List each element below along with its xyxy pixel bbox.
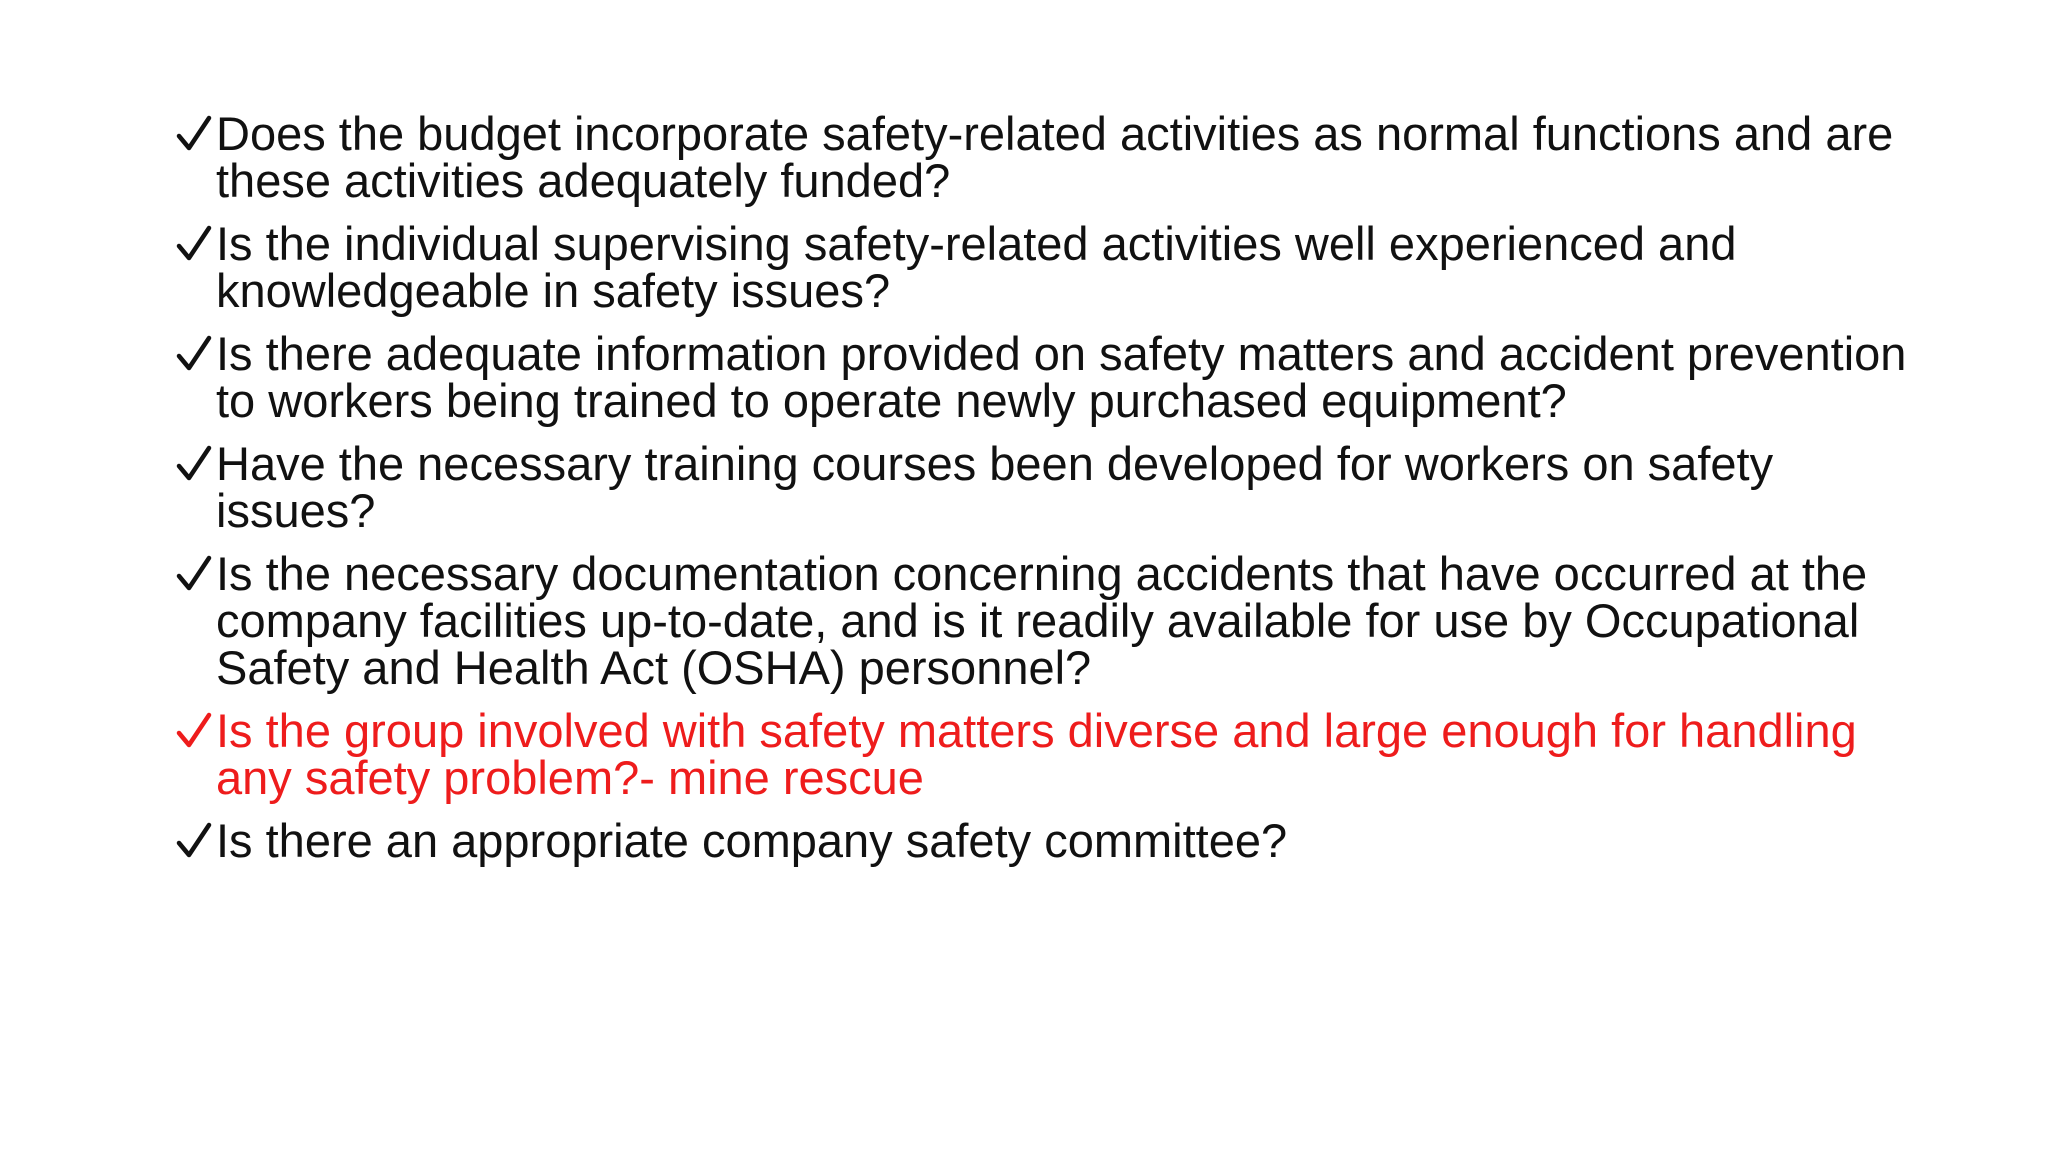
bullet-item [176, 107, 1916, 207]
check-icon [176, 334, 212, 374]
bullet-item-highlighted [176, 704, 1916, 804]
check-icon [176, 711, 212, 751]
bullet-list [176, 107, 1916, 880]
bullet-text: Is the group involved with safety matters diverse and large enough for handling any safety problem?- mine rescue [216, 704, 1857, 804]
check-icon [176, 554, 212, 594]
bullet-text: Is there adequate information provided on safety matters and accident prevention to workers being trained to operate newly purchased equipment? [216, 327, 1907, 427]
check-icon [176, 821, 212, 861]
bullet-text: Have the necessary training courses been developed for workers on safety issues? [216, 437, 1774, 537]
bullet-item [176, 814, 1916, 867]
bullet-item [176, 547, 1916, 694]
check-icon [176, 444, 212, 484]
bullet-text: Does the budget incorporate safety-related activities as normal functions and are these activities adequately funded? [216, 107, 1894, 207]
bullet-item [176, 327, 1916, 427]
bullet-item [176, 217, 1916, 317]
bullet-item [176, 437, 1916, 537]
bullet-text: Is the necessary documentation concerning accidents that have occurred at the company facilities up-to-date, and is it readily available for use by Occupational Safety and Health Act (OSHA) personnel? [216, 547, 1868, 694]
bullet-text: Is the individual supervising safety-related activities well experienced and knowledgeable in safety issues? [216, 217, 1737, 317]
bullet-text: Is there an appropriate company safety committee? [216, 814, 1288, 867]
check-icon [176, 224, 212, 264]
check-icon [176, 114, 212, 154]
